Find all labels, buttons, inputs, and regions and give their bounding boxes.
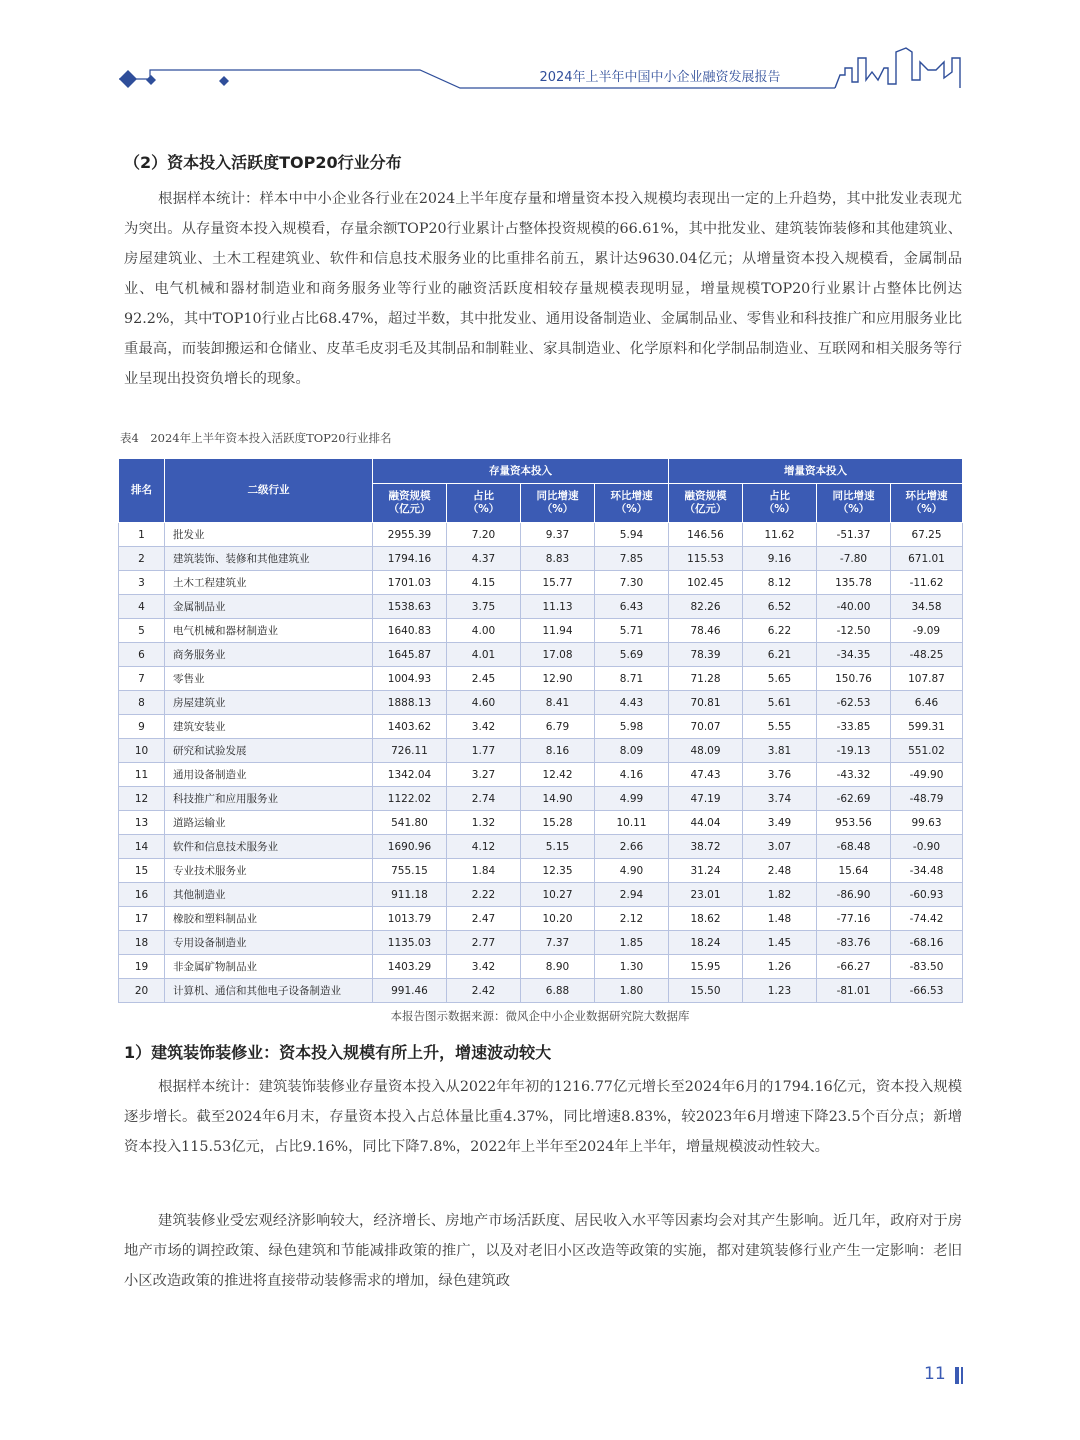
value-cell: 1538.63 bbox=[373, 595, 447, 619]
value-cell: -33.85 bbox=[817, 715, 891, 739]
value-cell: 1.85 bbox=[595, 931, 669, 955]
value-cell: 953.56 bbox=[817, 811, 891, 835]
page-number: 11 bbox=[924, 1364, 946, 1384]
value-cell: -34.35 bbox=[817, 643, 891, 667]
value-cell: 8.41 bbox=[521, 691, 595, 715]
value-cell: -9.09 bbox=[891, 619, 963, 643]
value-cell: 78.39 bbox=[669, 643, 743, 667]
value-cell: 2.22 bbox=[447, 883, 521, 907]
paragraph-1-text: 根据样本统计：样本中中小企业各行业在2024上半年度存量和增量资本投入规模均表现出一定的上升趋势，其中批发业表现尤为突出。从存量资本投入规模看，存量余额TOP20行业累计占整体投资规模的66.61%，其中批发业、建筑装饰装修和其他建筑业、房屋建筑业、土木工程建筑业、软件和信息技术服务业的比重排名前五，累计达9630.04亿元；从增量资本投入规模看，金属制品业、电气机械和器材制造业和商务服务业等行业的融资活跃度相较存量规模表现明显，增量规模TOP20行业累计占整体比例达92.2%，其中TOP10行业占比68.47%，超过半数，其中批发业、通用设备制造业、金属制品业、零售业和科技推广和应用服务业比重最高，而装卸搬运和仓储业、皮革毛皮羽毛及其制品和制鞋业、家具制造业、化学原料和化学制品制造业、互联网和相关服务等行业呈现出投资负增长的现象。 bbox=[124, 191, 962, 387]
industry-cell: 商务服务业 bbox=[165, 643, 373, 667]
value-cell: 2.45 bbox=[447, 667, 521, 691]
value-cell: 1.45 bbox=[743, 931, 817, 955]
sub-header-line: 同比增速 bbox=[832, 490, 875, 502]
value-cell: 6.79 bbox=[521, 715, 595, 739]
sub-header-cell bbox=[817, 484, 891, 523]
value-cell: -34.48 bbox=[891, 859, 963, 883]
value-cell: -40.00 bbox=[817, 595, 891, 619]
value-cell: 2.94 bbox=[595, 883, 669, 907]
industry-cell: 计算机、通信和其他电子设备制造业 bbox=[165, 979, 373, 1003]
value-cell: 7.20 bbox=[447, 523, 521, 547]
value-cell: 2.47 bbox=[447, 907, 521, 931]
value-cell: -0.90 bbox=[891, 835, 963, 859]
industry-cell: 道路运输业 bbox=[165, 811, 373, 835]
value-cell: 5.98 bbox=[595, 715, 669, 739]
value-cell: -12.50 bbox=[817, 619, 891, 643]
table-row bbox=[119, 835, 963, 859]
value-cell: 2.48 bbox=[743, 859, 817, 883]
value-cell: -68.16 bbox=[891, 931, 963, 955]
value-cell: 47.19 bbox=[669, 787, 743, 811]
rank-cell: 15 bbox=[119, 859, 165, 883]
table-row bbox=[119, 571, 963, 595]
value-cell: 1403.29 bbox=[373, 955, 447, 979]
header-rank: 排名 bbox=[119, 459, 165, 523]
value-cell: 4.01 bbox=[447, 643, 521, 667]
rank-cell: 10 bbox=[119, 739, 165, 763]
value-cell: 1.48 bbox=[743, 907, 817, 931]
value-cell: 2955.39 bbox=[373, 523, 447, 547]
paragraph-2 bbox=[124, 1072, 962, 1162]
value-cell: 2.42 bbox=[447, 979, 521, 1003]
value-cell: 38.72 bbox=[669, 835, 743, 859]
value-cell: -68.48 bbox=[817, 835, 891, 859]
value-cell: 115.53 bbox=[669, 547, 743, 571]
value-cell: 1.80 bbox=[595, 979, 669, 1003]
value-cell: 991.46 bbox=[373, 979, 447, 1003]
sub-header-line: （%） bbox=[467, 503, 500, 515]
sub-header-line: 环比增速 bbox=[610, 490, 653, 502]
value-cell: 44.04 bbox=[669, 811, 743, 835]
value-cell: 23.01 bbox=[669, 883, 743, 907]
table-row bbox=[119, 619, 963, 643]
sub-header-line: （亿元） bbox=[388, 503, 431, 515]
sub-header-line: （%） bbox=[763, 503, 796, 515]
value-cell: -62.53 bbox=[817, 691, 891, 715]
rank-cell: 3 bbox=[119, 571, 165, 595]
industry-cell: 研究和试验发展 bbox=[165, 739, 373, 763]
rank-cell: 18 bbox=[119, 931, 165, 955]
value-cell: -77.16 bbox=[817, 907, 891, 931]
value-cell: -51.37 bbox=[817, 523, 891, 547]
value-cell: 8.83 bbox=[521, 547, 595, 571]
value-cell: 671.01 bbox=[891, 547, 963, 571]
value-cell: 1.84 bbox=[447, 859, 521, 883]
rank-cell: 1 bbox=[119, 523, 165, 547]
value-cell: 15.77 bbox=[521, 571, 595, 595]
value-cell: -48.79 bbox=[891, 787, 963, 811]
page-header bbox=[0, 0, 1080, 110]
table-row bbox=[119, 739, 963, 763]
value-cell: 10.27 bbox=[521, 883, 595, 907]
value-cell: 135.78 bbox=[817, 571, 891, 595]
value-cell: 755.15 bbox=[373, 859, 447, 883]
value-cell: 4.16 bbox=[595, 763, 669, 787]
value-cell: 1135.03 bbox=[373, 931, 447, 955]
rank-cell: 17 bbox=[119, 907, 165, 931]
value-cell: 6.43 bbox=[595, 595, 669, 619]
rank-cell: 11 bbox=[119, 763, 165, 787]
value-cell: 5.69 bbox=[595, 643, 669, 667]
value-cell: 15.64 bbox=[817, 859, 891, 883]
value-cell: 71.28 bbox=[669, 667, 743, 691]
value-cell: -74.42 bbox=[891, 907, 963, 931]
value-cell: 6.52 bbox=[743, 595, 817, 619]
report-title: 2024年上半年中国中小企业融资发展报告 bbox=[539, 70, 781, 85]
table-row bbox=[119, 715, 963, 739]
value-cell: 2.12 bbox=[595, 907, 669, 931]
value-cell: 3.07 bbox=[743, 835, 817, 859]
sub-header-line: 占比 bbox=[473, 490, 494, 502]
paragraph-3 bbox=[124, 1206, 962, 1296]
industry-cell: 专业技术服务业 bbox=[165, 859, 373, 883]
industry-cell: 电气机械和器材制造业 bbox=[165, 619, 373, 643]
value-cell: -48.25 bbox=[891, 643, 963, 667]
value-cell: 599.31 bbox=[891, 715, 963, 739]
sub-header-line: （%） bbox=[615, 503, 648, 515]
sub-header-line: （%） bbox=[541, 503, 574, 515]
sub-header-cell bbox=[595, 484, 669, 523]
page-bar-icon bbox=[961, 1367, 963, 1384]
rank-cell: 14 bbox=[119, 835, 165, 859]
sub-header-line: 占比 bbox=[769, 490, 790, 502]
table-row bbox=[119, 787, 963, 811]
table-body bbox=[119, 523, 963, 1003]
table-row bbox=[119, 859, 963, 883]
value-cell: 1.30 bbox=[595, 955, 669, 979]
table-row bbox=[119, 907, 963, 931]
value-cell: 14.90 bbox=[521, 787, 595, 811]
rank-cell: 13 bbox=[119, 811, 165, 835]
value-cell: 1.23 bbox=[743, 979, 817, 1003]
value-cell: 70.81 bbox=[669, 691, 743, 715]
value-cell: 1122.02 bbox=[373, 787, 447, 811]
value-cell: 3.42 bbox=[447, 715, 521, 739]
value-cell: 1013.79 bbox=[373, 907, 447, 931]
sub-header-cell bbox=[743, 484, 817, 523]
value-cell: 3.27 bbox=[447, 763, 521, 787]
sub-header-line: （亿元） bbox=[684, 503, 727, 515]
value-cell: 107.87 bbox=[891, 667, 963, 691]
value-cell: 1.26 bbox=[743, 955, 817, 979]
value-cell: 99.63 bbox=[891, 811, 963, 835]
value-cell: 67.25 bbox=[891, 523, 963, 547]
table-row bbox=[119, 955, 963, 979]
value-cell: 31.24 bbox=[669, 859, 743, 883]
rank-cell: 19 bbox=[119, 955, 165, 979]
value-cell: 8.71 bbox=[595, 667, 669, 691]
sub-header-cell bbox=[669, 484, 743, 523]
header-group-incr: 增量资本投入 bbox=[669, 459, 963, 484]
rank-cell: 20 bbox=[119, 979, 165, 1003]
header-decoration bbox=[0, 0, 1080, 110]
value-cell: 1.82 bbox=[743, 883, 817, 907]
sub-header-cell bbox=[447, 484, 521, 523]
table-row bbox=[119, 979, 963, 1003]
value-cell: 1640.83 bbox=[373, 619, 447, 643]
value-cell: 18.24 bbox=[669, 931, 743, 955]
value-cell: 5.71 bbox=[595, 619, 669, 643]
value-cell: 7.30 bbox=[595, 571, 669, 595]
rank-cell: 8 bbox=[119, 691, 165, 715]
industry-cell: 土木工程建筑业 bbox=[165, 571, 373, 595]
paragraph-2-text: 根据样本统计：建筑装饰装修业存量资本投入从2022年年初的1216.77亿元增长至2024年6月的1794.16亿元，资本投入规模逐步增长。截至2024年6月末，存量资本投入占总体量比重4.37%，同比增速8.83%，较2023年6月增速下降23.5个百分点；新增资本投入115.53亿元，占比9.16%，同比下降7.8%，2022年上半年至2024年上半年，增量规模波动性较大。 bbox=[124, 1079, 962, 1155]
value-cell: -49.90 bbox=[891, 763, 963, 787]
value-cell: -11.62 bbox=[891, 571, 963, 595]
value-cell: 146.56 bbox=[669, 523, 743, 547]
table-row bbox=[119, 691, 963, 715]
value-cell: 8.09 bbox=[595, 739, 669, 763]
industry-cell: 批发业 bbox=[165, 523, 373, 547]
value-cell: -62.69 bbox=[817, 787, 891, 811]
value-cell: 70.07 bbox=[669, 715, 743, 739]
industry-cell: 房屋建筑业 bbox=[165, 691, 373, 715]
value-cell: 4.43 bbox=[595, 691, 669, 715]
value-cell: 4.90 bbox=[595, 859, 669, 883]
value-cell: 3.75 bbox=[447, 595, 521, 619]
industry-cell: 通用设备制造业 bbox=[165, 763, 373, 787]
sub-header-cell bbox=[373, 484, 447, 523]
table-row bbox=[119, 931, 963, 955]
value-cell: 5.65 bbox=[743, 667, 817, 691]
industry-cell: 专用设备制造业 bbox=[165, 931, 373, 955]
value-cell: -81.01 bbox=[817, 979, 891, 1003]
subsection-title: 1）建筑装饰装修业：资本投入规模有所上升，增速波动较大 bbox=[124, 1043, 552, 1062]
value-cell: 12.90 bbox=[521, 667, 595, 691]
sub-header-line: （%） bbox=[910, 503, 943, 515]
value-cell: 3.76 bbox=[743, 763, 817, 787]
value-cell: 8.90 bbox=[521, 955, 595, 979]
value-cell: 11.13 bbox=[521, 595, 595, 619]
value-cell: -43.32 bbox=[817, 763, 891, 787]
table-row bbox=[119, 811, 963, 835]
value-cell: 15.28 bbox=[521, 811, 595, 835]
value-cell: 9.37 bbox=[521, 523, 595, 547]
value-cell: 11.62 bbox=[743, 523, 817, 547]
table-row bbox=[119, 523, 963, 547]
sub-header-line: 同比增速 bbox=[536, 490, 579, 502]
sub-header-line: 环比增速 bbox=[905, 490, 948, 502]
value-cell: 1690.96 bbox=[373, 835, 447, 859]
industry-cell: 其他制造业 bbox=[165, 883, 373, 907]
value-cell: 3.74 bbox=[743, 787, 817, 811]
value-cell: 15.95 bbox=[669, 955, 743, 979]
header-industry: 二级行业 bbox=[165, 459, 373, 523]
value-cell: 3.81 bbox=[743, 739, 817, 763]
value-cell: -60.93 bbox=[891, 883, 963, 907]
sub-header-line: （%） bbox=[837, 503, 870, 515]
sub-header-line: 融资规模 bbox=[388, 490, 431, 502]
industry-cell: 零售业 bbox=[165, 667, 373, 691]
value-cell: 102.45 bbox=[669, 571, 743, 595]
value-cell: 5.15 bbox=[521, 835, 595, 859]
value-cell: 12.35 bbox=[521, 859, 595, 883]
value-cell: -86.90 bbox=[817, 883, 891, 907]
industry-cell: 建筑装饰、装修和其他建筑业 bbox=[165, 547, 373, 571]
value-cell: 11.94 bbox=[521, 619, 595, 643]
header-group-stock: 存量资本投入 bbox=[373, 459, 669, 484]
value-cell: 4.00 bbox=[447, 619, 521, 643]
value-cell: 8.12 bbox=[743, 571, 817, 595]
rank-cell: 9 bbox=[119, 715, 165, 739]
value-cell: -66.27 bbox=[817, 955, 891, 979]
value-cell: 10.11 bbox=[595, 811, 669, 835]
value-cell: 10.20 bbox=[521, 907, 595, 931]
value-cell: 1888.13 bbox=[373, 691, 447, 715]
value-cell: 6.88 bbox=[521, 979, 595, 1003]
value-cell: 1.77 bbox=[447, 739, 521, 763]
table-caption: 表4 2024年上半年资本投入活跃度TOP20行业排名 bbox=[120, 431, 392, 445]
value-cell: -19.13 bbox=[817, 739, 891, 763]
value-cell: 1342.04 bbox=[373, 763, 447, 787]
rank-cell: 7 bbox=[119, 667, 165, 691]
page-bar-icon bbox=[955, 1367, 959, 1384]
value-cell: 17.08 bbox=[521, 643, 595, 667]
value-cell: 4.15 bbox=[447, 571, 521, 595]
value-cell: 34.58 bbox=[891, 595, 963, 619]
value-cell: 2.77 bbox=[447, 931, 521, 955]
value-cell: 8.16 bbox=[521, 739, 595, 763]
value-cell: 1794.16 bbox=[373, 547, 447, 571]
value-cell: 78.46 bbox=[669, 619, 743, 643]
value-cell: 150.76 bbox=[817, 667, 891, 691]
value-cell: 2.66 bbox=[595, 835, 669, 859]
value-cell: 1645.87 bbox=[373, 643, 447, 667]
city-skyline-icon bbox=[835, 48, 960, 88]
rank-cell: 12 bbox=[119, 787, 165, 811]
value-cell: 541.80 bbox=[373, 811, 447, 835]
value-cell: 47.43 bbox=[669, 763, 743, 787]
rank-cell: 5 bbox=[119, 619, 165, 643]
value-cell: 5.94 bbox=[595, 523, 669, 547]
value-cell: 9.16 bbox=[743, 547, 817, 571]
value-cell: 1701.03 bbox=[373, 571, 447, 595]
industry-cell: 科技推广和应用服务业 bbox=[165, 787, 373, 811]
industry-cell: 建筑安装业 bbox=[165, 715, 373, 739]
value-cell: -66.53 bbox=[891, 979, 963, 1003]
industry-cell: 软件和信息技术服务业 bbox=[165, 835, 373, 859]
diamond-icon bbox=[219, 76, 229, 86]
value-cell: 6.46 bbox=[891, 691, 963, 715]
value-cell: 1004.93 bbox=[373, 667, 447, 691]
value-cell: 7.37 bbox=[521, 931, 595, 955]
value-cell: 5.61 bbox=[743, 691, 817, 715]
value-cell: 1403.62 bbox=[373, 715, 447, 739]
table-row bbox=[119, 763, 963, 787]
industry-cell: 橡胶和塑料制品业 bbox=[165, 907, 373, 931]
rank-cell: 4 bbox=[119, 595, 165, 619]
value-cell: 6.22 bbox=[743, 619, 817, 643]
value-cell: 3.49 bbox=[743, 811, 817, 835]
table-row bbox=[119, 595, 963, 619]
paragraph-1 bbox=[124, 184, 962, 394]
rank-cell: 6 bbox=[119, 643, 165, 667]
table-row bbox=[119, 667, 963, 691]
value-cell: 4.99 bbox=[595, 787, 669, 811]
value-cell: 12.42 bbox=[521, 763, 595, 787]
ranking-table bbox=[118, 458, 963, 1003]
table-row bbox=[119, 547, 963, 571]
industry-cell: 非金属矿物制品业 bbox=[165, 955, 373, 979]
value-cell: 2.74 bbox=[447, 787, 521, 811]
value-cell: 4.12 bbox=[447, 835, 521, 859]
value-cell: -83.76 bbox=[817, 931, 891, 955]
sub-header-cell bbox=[891, 484, 963, 523]
value-cell: 4.60 bbox=[447, 691, 521, 715]
rank-cell: 2 bbox=[119, 547, 165, 571]
value-cell: -7.80 bbox=[817, 547, 891, 571]
sub-header-cell bbox=[521, 484, 595, 523]
table-row bbox=[119, 883, 963, 907]
value-cell: 48.09 bbox=[669, 739, 743, 763]
source-note: 本报告图示数据来源：微风企中小企业数据研究院大数据库 bbox=[390, 1009, 690, 1023]
value-cell: 551.02 bbox=[891, 739, 963, 763]
value-cell: 7.85 bbox=[595, 547, 669, 571]
paragraph-3-text: 建筑装修业受宏观经济影响较大，经济增长、房地产市场活跃度、居民收入水平等因素均会对其产生影响。近几年，政府对于房地产市场的调控政策、绿色建筑和节能减排政策的推广，以及对老旧小区改造等政策的实施，都对建筑装修行业产生一定影响：老旧小区改造政策的推进将直接带动装修需求的增加，绿色建筑政 bbox=[124, 1213, 962, 1289]
rank-cell: 16 bbox=[119, 883, 165, 907]
diamond-icon bbox=[146, 75, 156, 85]
table-row bbox=[119, 643, 963, 667]
value-cell: -83.50 bbox=[891, 955, 963, 979]
value-cell: 1.32 bbox=[447, 811, 521, 835]
value-cell: 82.26 bbox=[669, 595, 743, 619]
value-cell: 3.42 bbox=[447, 955, 521, 979]
value-cell: 6.21 bbox=[743, 643, 817, 667]
value-cell: 18.62 bbox=[669, 907, 743, 931]
section-title: （2）资本投入活跃度TOP20行业分布 bbox=[124, 153, 402, 172]
value-cell: 726.11 bbox=[373, 739, 447, 763]
value-cell: 15.50 bbox=[669, 979, 743, 1003]
industry-cell: 金属制品业 bbox=[165, 595, 373, 619]
value-cell: 5.55 bbox=[743, 715, 817, 739]
value-cell: 911.18 bbox=[373, 883, 447, 907]
sub-header-line: 融资规模 bbox=[684, 490, 727, 502]
value-cell: 4.37 bbox=[447, 547, 521, 571]
